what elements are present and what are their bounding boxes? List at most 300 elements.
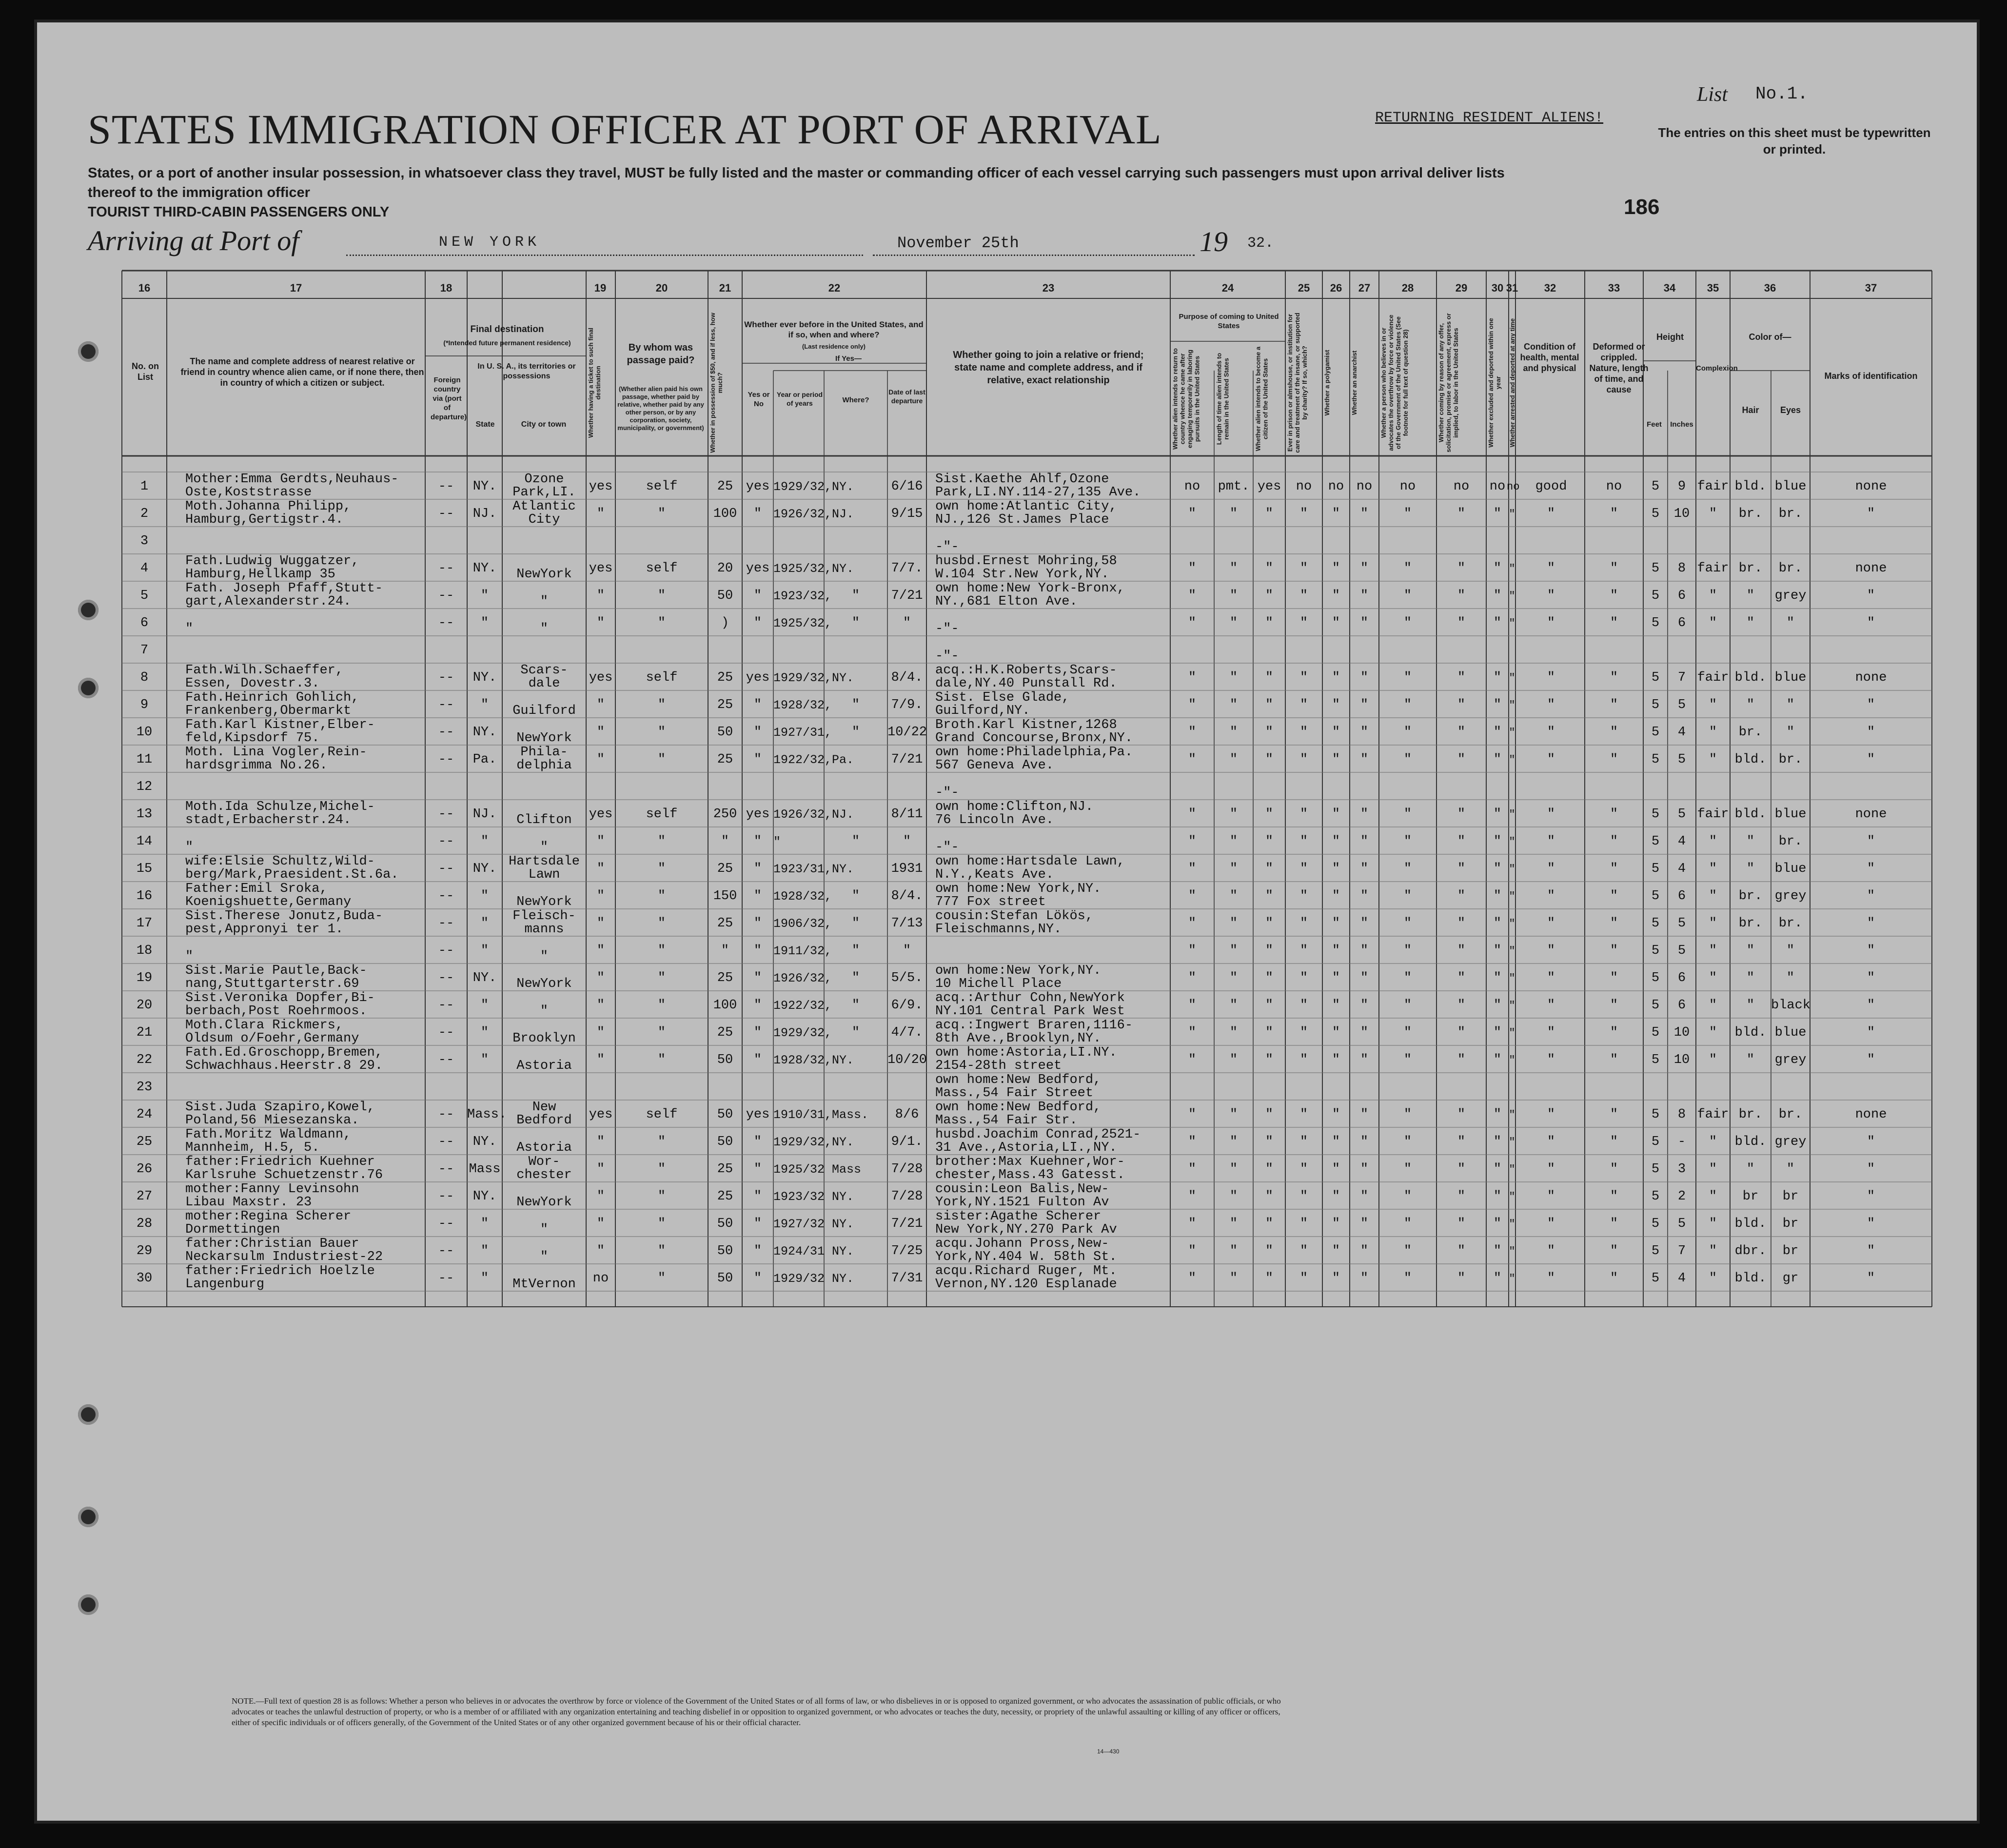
passage-paid: " xyxy=(657,944,666,958)
years-where: 1924/31 NY. xyxy=(773,1244,854,1258)
question-30: no xyxy=(1489,479,1506,494)
table-row xyxy=(0,1074,2007,1101)
joining-line-2: Guilford,NY. xyxy=(935,704,1030,718)
question-28: " xyxy=(1403,998,1412,1013)
ticket: " xyxy=(596,698,605,712)
where: " xyxy=(851,889,860,904)
health: " xyxy=(1547,834,1555,849)
hair: bld. xyxy=(1734,670,1767,685)
column-number-29: 29 xyxy=(1455,282,1468,294)
table-row xyxy=(0,609,2007,637)
deformed: no xyxy=(1606,479,1622,494)
eyes: gr xyxy=(1782,1271,1799,1286)
column-number-34: 34 xyxy=(1663,282,1676,294)
purpose-citizen: " xyxy=(1265,807,1274,822)
ticket: " xyxy=(596,971,605,985)
polygamist: " xyxy=(1332,752,1340,767)
foreign-country: -- xyxy=(438,1107,454,1122)
table-row xyxy=(0,1210,2007,1238)
question-28: " xyxy=(1403,1025,1412,1040)
header-hair: Hair xyxy=(1742,405,1759,415)
marks: " xyxy=(1867,1162,1875,1177)
joining-line-2: 10 Michell Place xyxy=(935,977,1062,991)
marks: " xyxy=(1867,725,1875,740)
anarchist: " xyxy=(1360,507,1369,521)
hair: " xyxy=(1746,616,1755,630)
column-number-31: 31 xyxy=(1506,282,1518,294)
purpose-citizen: " xyxy=(1265,1162,1274,1177)
subtitle-line-2: TOURIST THIRD-CABIN PASSENGERS ONLY xyxy=(88,204,390,220)
ever-before: yes xyxy=(746,1107,770,1122)
joining-line-2: -"- xyxy=(935,786,959,800)
inches: 10 xyxy=(1673,507,1690,521)
complexion: " xyxy=(1709,1135,1717,1149)
joining-line-1: brother:Max Kuehner,Wor- xyxy=(935,1155,1125,1169)
question-31: " xyxy=(1509,808,1515,821)
question-30: " xyxy=(1493,1107,1502,1122)
passage-paid: " xyxy=(657,752,666,767)
prison: " xyxy=(1299,1189,1308,1204)
where: " xyxy=(851,616,860,630)
question-29: " xyxy=(1457,1271,1466,1286)
header-feet: Feet xyxy=(1647,420,1662,429)
hair: " xyxy=(1746,998,1755,1013)
polygamist: " xyxy=(1332,1025,1340,1040)
health: " xyxy=(1547,998,1555,1013)
hair: " xyxy=(1746,589,1755,603)
marks: " xyxy=(1867,1217,1875,1231)
health: " xyxy=(1547,1107,1555,1122)
polygamist: " xyxy=(1332,998,1340,1013)
question-29: " xyxy=(1457,698,1466,712)
eyes: grey xyxy=(1774,889,1807,904)
row-number: 3 xyxy=(140,534,149,549)
ticket: " xyxy=(596,725,605,740)
city-line-2: " xyxy=(540,949,549,964)
header-where: Where? xyxy=(842,396,869,404)
foreign-country: -- xyxy=(438,507,454,521)
purpose-length: " xyxy=(1229,670,1238,685)
complexion: fair xyxy=(1697,807,1729,822)
marks: " xyxy=(1867,1135,1875,1149)
passage-paid: " xyxy=(657,589,666,603)
anarchist: " xyxy=(1360,1244,1369,1258)
city-line-2: manns xyxy=(524,922,564,937)
inches: 9 xyxy=(1677,479,1686,494)
joining-line-1: own home:Atlantic City, xyxy=(935,499,1117,514)
row-number: 28 xyxy=(136,1217,153,1231)
passage-paid: " xyxy=(657,507,666,521)
question-29: " xyxy=(1457,589,1466,603)
purpose-return: " xyxy=(1188,589,1197,603)
eyes: br xyxy=(1782,1244,1799,1258)
table-row xyxy=(0,1183,2007,1210)
joining-line-2: -"- xyxy=(935,540,959,554)
row-number: 1 xyxy=(140,479,149,494)
money: 100 xyxy=(713,507,737,521)
health: " xyxy=(1547,670,1555,685)
relative-line-2: hardsgrimma No.26. xyxy=(185,758,328,773)
column-number-35: 35 xyxy=(1707,282,1719,294)
question-30: " xyxy=(1493,1271,1502,1286)
relative-line-1: Sist.Veronika Dopfer,Bi- xyxy=(185,991,375,1005)
passage-paid: self xyxy=(646,1107,678,1122)
city-line-2: dale xyxy=(528,676,560,691)
inches: 5 xyxy=(1677,944,1686,958)
question-31: " xyxy=(1509,918,1515,930)
purpose-citizen: " xyxy=(1265,834,1274,849)
relative-line-2: Libau Maxstr. 23 xyxy=(185,1195,312,1210)
money: 50 xyxy=(717,725,733,740)
city-line-1: Atlantic xyxy=(512,499,576,514)
question-30: " xyxy=(1493,616,1502,630)
table-row xyxy=(0,719,2007,746)
anarchist: " xyxy=(1360,616,1369,630)
polygamist: " xyxy=(1332,944,1340,958)
header-inches: Inches xyxy=(1670,420,1693,429)
state: NJ. xyxy=(472,507,497,521)
relative-line-1: wife:Elsie Schultz,Wild- xyxy=(185,854,375,869)
joining-line-2: -"- xyxy=(935,649,959,664)
prison: " xyxy=(1299,834,1308,849)
hair: bld. xyxy=(1734,1271,1767,1286)
deformed: " xyxy=(1610,1244,1618,1258)
inches: - xyxy=(1677,1135,1686,1149)
row-number: 16 xyxy=(136,889,153,904)
years-where: 1929/32,NY. xyxy=(773,1135,854,1149)
city-line-2: NewYork xyxy=(516,895,572,909)
header-no-on-list: No. on List xyxy=(132,361,159,382)
table-row xyxy=(0,1238,2007,1265)
purpose-citizen: " xyxy=(1265,1053,1274,1067)
purpose-return: " xyxy=(1188,971,1197,985)
row-number: 13 xyxy=(136,807,153,822)
header-ever-before-sub: (Last residence only) xyxy=(802,343,866,350)
prison: " xyxy=(1299,1135,1308,1149)
purpose-return: no xyxy=(1184,479,1200,494)
relative-line-1: Moth.Clara Rickmers, xyxy=(185,1018,344,1033)
question-31: " xyxy=(1509,863,1515,875)
departure-date: 7/28 xyxy=(891,1162,923,1177)
prison: " xyxy=(1299,916,1308,931)
prison: " xyxy=(1299,998,1308,1013)
money: 25 xyxy=(717,752,733,767)
table-row xyxy=(0,746,2007,773)
money: 25 xyxy=(717,862,733,876)
eyes: br. xyxy=(1778,916,1803,931)
ever-before: yes xyxy=(746,561,770,576)
purpose-length: " xyxy=(1229,752,1238,767)
joining-line-1: cousin:Leon Balis,New- xyxy=(935,1182,1109,1197)
joining-line-2: Fleischmanns,NY. xyxy=(935,922,1062,937)
deformed: " xyxy=(1610,916,1618,931)
question-31: " xyxy=(1509,1000,1515,1012)
foreign-country: -- xyxy=(438,1189,454,1204)
years-where: " xyxy=(773,835,781,849)
inches: 5 xyxy=(1677,807,1686,822)
year-value: 32. xyxy=(1247,235,1274,252)
ever-before: " xyxy=(753,1025,762,1040)
question-31: " xyxy=(1509,1163,1515,1176)
ticket: " xyxy=(596,998,605,1013)
question-29: " xyxy=(1457,916,1466,931)
money: 50 xyxy=(717,1107,733,1122)
money: 25 xyxy=(717,1162,733,1177)
eyes: blue xyxy=(1774,807,1807,822)
anarchist: " xyxy=(1360,589,1369,603)
purpose-return: " xyxy=(1188,944,1197,958)
column-number-36: 36 xyxy=(1764,282,1776,294)
hair: " xyxy=(1746,834,1755,849)
ever-before: " xyxy=(753,1271,762,1286)
question-31: " xyxy=(1509,617,1515,629)
relative-line-2: Schwachhaus.Heerstr.8 29. xyxy=(185,1059,383,1073)
prison: " xyxy=(1299,971,1308,985)
city-line-1: Ozone xyxy=(524,472,564,487)
joining-line-1: own home:New York-Bronx, xyxy=(935,581,1125,596)
joining-line-1: acqu.Johann Pross,New- xyxy=(935,1237,1109,1251)
eyes: black xyxy=(1771,998,1811,1013)
city-line-2: " xyxy=(540,1222,549,1237)
joining-line-1: cousin:Stefan Lökös, xyxy=(935,909,1094,924)
passage-paid: " xyxy=(657,1217,666,1231)
relative-line-1: Mother:Emma Gerdts,Neuhaus- xyxy=(185,472,399,487)
table-row xyxy=(0,828,2007,855)
row-number: 8 xyxy=(140,670,149,685)
question-29: " xyxy=(1457,862,1466,876)
complexion: fair xyxy=(1697,1107,1729,1122)
feet: 5 xyxy=(1651,971,1660,985)
complexion: " xyxy=(1709,1217,1717,1231)
question-29: " xyxy=(1457,889,1466,904)
question-30: " xyxy=(1493,1244,1502,1258)
polygamist: " xyxy=(1332,1107,1340,1122)
complexion: " xyxy=(1709,698,1717,712)
purpose-citizen: " xyxy=(1265,507,1274,521)
purpose-citizen: " xyxy=(1265,589,1274,603)
ever-before: " xyxy=(753,1162,762,1177)
passage-paid: " xyxy=(657,1189,666,1204)
complexion: " xyxy=(1709,834,1717,849)
ever-before: " xyxy=(753,971,762,985)
feet: 5 xyxy=(1651,862,1660,876)
row-number: 22 xyxy=(136,1053,153,1067)
complexion: fair xyxy=(1697,479,1729,494)
anarchist: " xyxy=(1360,1053,1369,1067)
departure-date: 8/6 xyxy=(895,1107,919,1122)
inches: 10 xyxy=(1673,1053,1690,1067)
joining-line-2: dale,NY.40 Punstall Rd. xyxy=(935,676,1117,691)
column-number-32: 32 xyxy=(1544,282,1556,294)
marks: none xyxy=(1855,479,1887,494)
question-28: " xyxy=(1403,889,1412,904)
prison: " xyxy=(1299,1244,1308,1258)
health: " xyxy=(1547,971,1555,985)
complexion: " xyxy=(1709,1053,1717,1067)
header-deformed: Deformed or crippled. Nature, length of time, and cause xyxy=(1589,342,1649,394)
row-number: 10 xyxy=(136,725,153,740)
row-number: 15 xyxy=(136,862,153,876)
joining-line-1: Sist. Else Glade, xyxy=(935,690,1070,705)
purpose-return: " xyxy=(1188,1217,1197,1231)
ticket: yes xyxy=(589,1107,613,1122)
health: " xyxy=(1547,1135,1555,1149)
state: " xyxy=(480,834,489,849)
ticket: " xyxy=(596,616,605,630)
column-number-16: 16 xyxy=(138,282,151,294)
polygamist: " xyxy=(1332,834,1340,849)
foreign-country: -- xyxy=(438,807,454,822)
anarchist: " xyxy=(1360,916,1369,931)
row-number: 11 xyxy=(136,752,153,767)
eyes: blue xyxy=(1774,670,1807,685)
deformed: " xyxy=(1610,670,1618,685)
polygamist: " xyxy=(1332,807,1340,822)
deformed: " xyxy=(1610,1135,1618,1149)
years-where: 1928/32,NY. xyxy=(773,1053,854,1067)
years-where: 1926/32,NJ. xyxy=(773,807,854,822)
deformed: " xyxy=(1610,1271,1618,1286)
relative-line-2: " xyxy=(185,949,194,964)
relative-line-1: Sist.Marie Pautle,Back- xyxy=(185,963,367,978)
question-28: " xyxy=(1403,698,1412,712)
where: " xyxy=(851,589,860,603)
complexion: " xyxy=(1709,971,1717,985)
deformed: " xyxy=(1610,616,1618,630)
foreign-country: -- xyxy=(438,834,454,849)
joining-line-2: NY.101 Central Park West xyxy=(935,1004,1125,1019)
purpose-return: " xyxy=(1188,834,1197,849)
anarchist: " xyxy=(1360,862,1369,876)
ticket: " xyxy=(596,1162,605,1177)
eyes: " xyxy=(1786,1162,1795,1177)
anarchist: " xyxy=(1360,1107,1369,1122)
feet: 5 xyxy=(1651,916,1660,931)
eyes: grey xyxy=(1774,1135,1807,1149)
table-row xyxy=(0,883,2007,910)
question-29: " xyxy=(1457,944,1466,958)
row-number: 7 xyxy=(140,643,149,658)
marks: none xyxy=(1855,807,1887,822)
joining-line-1: acq.:Ingwert Braren,1116- xyxy=(935,1018,1133,1033)
purpose-return: " xyxy=(1188,616,1197,630)
header-year-period: Year or period of years xyxy=(776,391,823,407)
relative-line-1: Moth. Lina Vogler,Rein- xyxy=(185,745,367,760)
feet: 5 xyxy=(1651,1244,1660,1258)
departure-date: 7/28 xyxy=(891,1189,923,1204)
purpose-return: " xyxy=(1188,1162,1197,1177)
question-31: " xyxy=(1509,1027,1515,1039)
eyes: br. xyxy=(1778,561,1803,576)
marks: " xyxy=(1867,862,1875,876)
table-row xyxy=(0,664,2007,691)
punch-hole xyxy=(78,1594,98,1615)
marks: none xyxy=(1855,561,1887,576)
question-30: " xyxy=(1493,916,1502,931)
header-ever-before: Whether ever before in the United States, and if so, when and where? xyxy=(744,320,924,339)
question-29: " xyxy=(1457,998,1466,1013)
money: " xyxy=(721,834,729,849)
complexion: " xyxy=(1709,589,1717,603)
anarchist: " xyxy=(1360,889,1369,904)
ticket: " xyxy=(596,862,605,876)
foreign-country: -- xyxy=(438,998,454,1013)
relative-line-2: berg/Mark,Praesident.St.6a. xyxy=(185,867,399,882)
state: " xyxy=(480,1217,489,1231)
question-31: " xyxy=(1509,590,1515,602)
years-where: 1928/32, xyxy=(773,889,832,904)
passage-paid: self xyxy=(646,807,678,822)
row-number: 17 xyxy=(136,916,153,931)
purpose-return: " xyxy=(1188,889,1197,904)
port-value: NEW YORK xyxy=(439,234,541,251)
joining-line-2: York,NY.1521 Fulton Av xyxy=(935,1195,1109,1210)
state: NY. xyxy=(472,670,497,685)
row-number: 20 xyxy=(136,998,153,1013)
joining-line-1: acq.:H.K.Roberts,Scars- xyxy=(935,663,1117,678)
marks: " xyxy=(1867,834,1875,849)
header-foreign-country: Foreign country via (port of departure) xyxy=(431,376,467,421)
ticket: " xyxy=(596,889,605,904)
money: 50 xyxy=(717,1244,733,1258)
question-29: " xyxy=(1457,752,1466,767)
state: " xyxy=(480,1053,489,1067)
header-q28: Whether a person who believes in or advocates the overthrow by force or violence of the Government of the United States (See footnote for full text of question 28) xyxy=(1380,315,1409,451)
row-number: 9 xyxy=(140,698,149,712)
years-where: 1911/32, xyxy=(773,944,832,958)
state: NY. xyxy=(472,479,497,494)
hair: " xyxy=(1746,944,1755,958)
question-30: " xyxy=(1493,670,1502,685)
feet: 5 xyxy=(1651,589,1660,603)
row-number: 4 xyxy=(140,561,149,576)
purpose-citizen: " xyxy=(1265,1107,1274,1122)
question-30: " xyxy=(1493,698,1502,712)
years-where: 1906/32, xyxy=(773,917,832,931)
deformed: " xyxy=(1610,1217,1618,1231)
foreign-country: -- xyxy=(438,698,454,712)
anarchist: no xyxy=(1356,479,1373,494)
deformed: " xyxy=(1610,1162,1618,1177)
question-30: " xyxy=(1493,862,1502,876)
column-number-24: 24 xyxy=(1221,282,1234,294)
city-line-2: " xyxy=(540,622,549,636)
question-29: " xyxy=(1457,1244,1466,1258)
inches: 5 xyxy=(1677,752,1686,767)
question-30: " xyxy=(1493,944,1502,958)
foreign-country: -- xyxy=(438,862,454,876)
row-number: 14 xyxy=(136,834,153,849)
city-line-2: Guilford xyxy=(512,704,576,718)
prison: " xyxy=(1299,1107,1308,1122)
header-ticket: Whether having a ticket to such final destination xyxy=(587,327,602,438)
question-28: " xyxy=(1403,862,1412,876)
hair: " xyxy=(1746,698,1755,712)
marks: none xyxy=(1855,670,1887,685)
joining-line-1: Broth.Karl Kistner,1268 xyxy=(935,718,1117,732)
anarchist: " xyxy=(1360,1025,1369,1040)
state: " xyxy=(480,698,489,712)
header-joining: Whether going to join a relative or friend; state name and complete address, and if relative, exact relationship xyxy=(953,350,1144,386)
city-line-2: Brooklyn xyxy=(512,1031,576,1046)
column-number-33: 33 xyxy=(1608,282,1620,294)
relative-line-1: Fath.Moritz Waldmann, xyxy=(185,1127,352,1142)
state: " xyxy=(480,616,489,630)
foreign-country: -- xyxy=(438,944,454,958)
joining-line-2: NY.,681 Elton Ave. xyxy=(935,594,1078,609)
inches: 4 xyxy=(1677,834,1686,849)
inches: 8 xyxy=(1677,1107,1686,1122)
